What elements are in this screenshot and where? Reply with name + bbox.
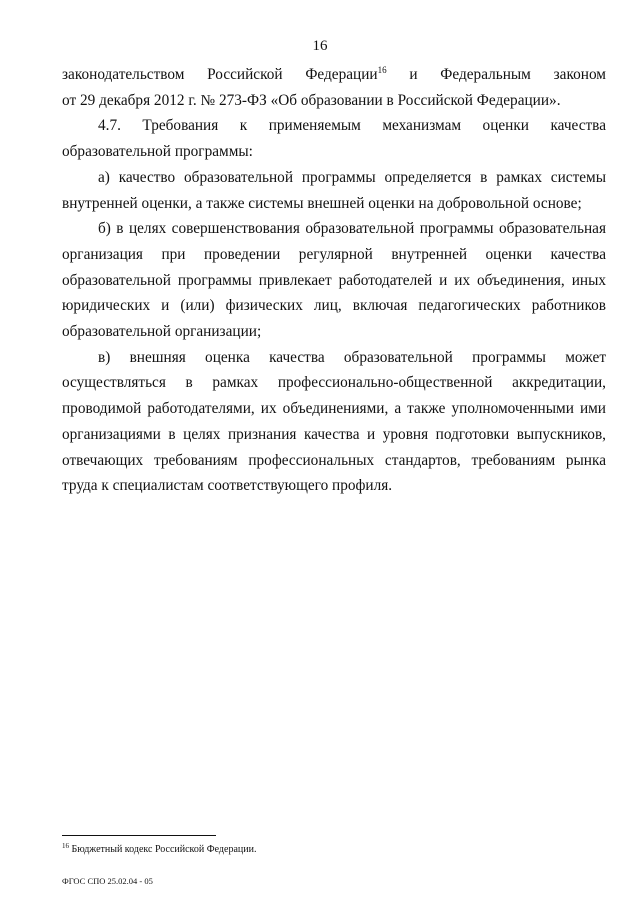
paragraph-section-4-7: 4.7. Требования к применяемым механизмам оценки качества образовательной программы: — [62, 117, 606, 161]
footnote-text: Бюджетный кодекс Российской Федерации. — [69, 844, 257, 855]
footnote-separator — [62, 835, 216, 836]
page-number: 16 — [312, 38, 328, 54]
body-text — [62, 62, 606, 499]
footnote — [62, 844, 256, 855]
paragraph-item-v: в) внешняя оценка качества образовательной программы может осуществляться в рамках профессионально-общественной аккредитации, проводимой работодателями, их объединениями, а также уполномоченными ими организациями в целях признания качества и уровня подготовки выпускников, отвечающих требованиям профессиональных стандартов, требованиям рынка труда к специалистам соответствующего профиля. — [62, 348, 606, 495]
paragraph-text: и Федеральным законом — [386, 66, 606, 83]
paragraph-continuation-line-2: от 29 декабря 2012 г. № 273-ФЗ «Об образовании в Российской Федерации». — [62, 91, 561, 109]
document-code: ФГОС СПО 25.02.04 - 05 — [62, 876, 153, 886]
paragraph-item-a: а) качество образовательной программы определяется в рамках системы внутренней оценки, а также системы внешней оценки на добровольной основе; — [62, 168, 606, 212]
paragraph-continuation-line-1 — [62, 62, 606, 88]
footnote-number: 16 — [62, 842, 69, 850]
paragraph-item-b: б) в целях совершенствования образовательной программы образовательная организация при проведении регулярной внутренней оценки качества образовательной программы привлекает работодателей и их объединения, иных юридических и (или) физических лиц, включая педагогических работников образовательной организации; — [62, 220, 606, 341]
footnote-reference[interactable]: 16 — [377, 65, 387, 75]
paragraph-text: законодательством Российской Федерации — [62, 66, 378, 83]
